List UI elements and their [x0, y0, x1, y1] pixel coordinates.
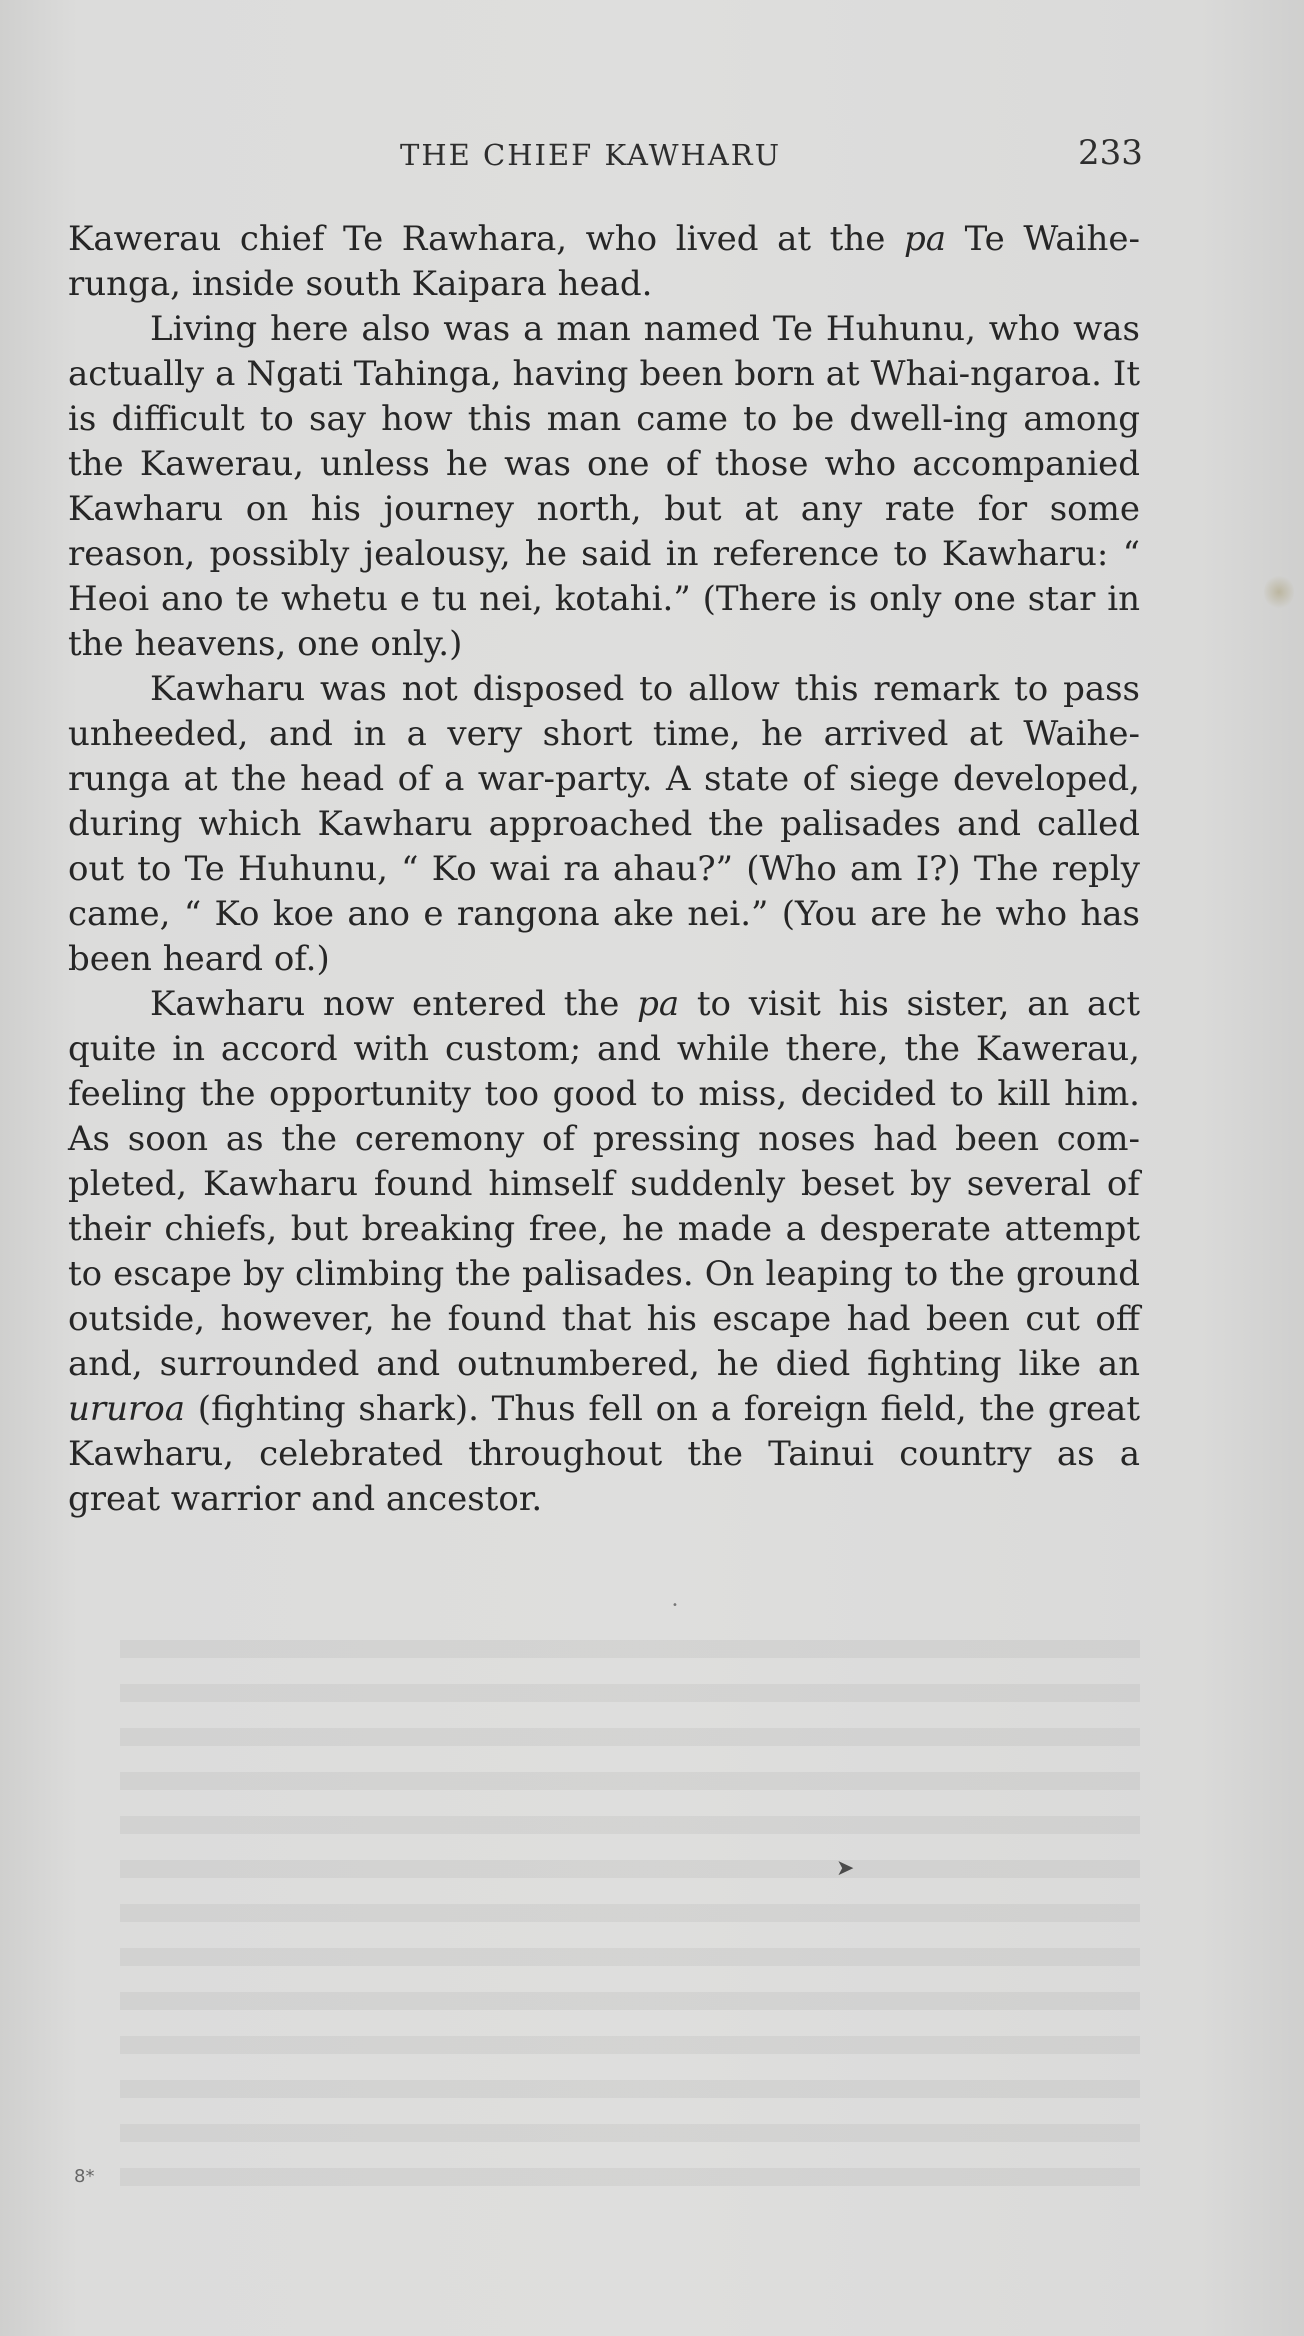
ink-speck: • [672, 1600, 678, 1611]
paragraph-text: Living here also was a man named Te Huhunu, who was actually a Ngati Tahinga, having been born at Whai-ngaroa. It is difficult to say how this man came to be dwell-ing among the Kawerau, unless he was one of those who accompanied Kawharu on his journey north, but at any rate for some reason, possibly jealousy, he said in reference to Kawharu: “ Heoi ano te whetu e tu nei, kotahi.” (There is only one star in the heavens, one only.) [68, 309, 1140, 664]
paragraph-text: (fighting shark). Thus fell on a foreign field, the great Kawharu, celebrated throughout the Tainui country as a great warrior and ancestor. [68, 1389, 1140, 1519]
ink-mark: ➤ [836, 1856, 855, 1881]
paragraph-text: Kawharu now entered the [150, 984, 638, 1024]
paragraph-text: Kawharu was not disposed to allow this remark to pass unheeded, and in a very short time, he arrived at Waihe-runga at the head of a war-party. A state of siege developed, during which Kawharu approached the palisades and called out to Te Huhunu, “ Ko wai ra ahau?” (Who am I?) The reply came, “ Ko koe ano e rangona ake nei.” (You are he who has been heard of.) [68, 669, 1140, 979]
paragraph [68, 217, 1140, 307]
body-text [68, 217, 1140, 1522]
italic-term: ururoa [68, 1389, 186, 1429]
paragraph-text: to visit his sister, an act quite in accord with custom; and while there, the Kawerau, feeling the opportunity too good to miss, decided to kill him. As soon as the ceremony of pressing noses had been com-pleted, Kawharu found himself suddenly beset by several of their chiefs, but breaking free, he made a desperate attempt to escape by climbing the palisades. On leaping to the ground outside, however, he found that his escape had been cut off and, surrounded and outnumbered, he died fighting like an [68, 984, 1140, 1384]
paragraph [68, 307, 1140, 667]
running-head-title: THE CHIEF KAWHARU [400, 138, 782, 172]
paragraph [68, 982, 1140, 1522]
italic-term: pa [637, 984, 680, 1024]
corner-mark: 8* [74, 2166, 95, 2187]
paragraph-text: Kawerau chief Te Rawhara, who lived at the [68, 219, 904, 259]
italic-term: pa [903, 219, 946, 259]
paragraph [68, 667, 1140, 982]
paragraph-text: Te Waihe-runga, inside south Kaipara head. [68, 219, 1140, 304]
foxing-stain [1264, 574, 1294, 610]
page-number: 233 [1078, 133, 1143, 173]
show-through-text [120, 1640, 1140, 2200]
